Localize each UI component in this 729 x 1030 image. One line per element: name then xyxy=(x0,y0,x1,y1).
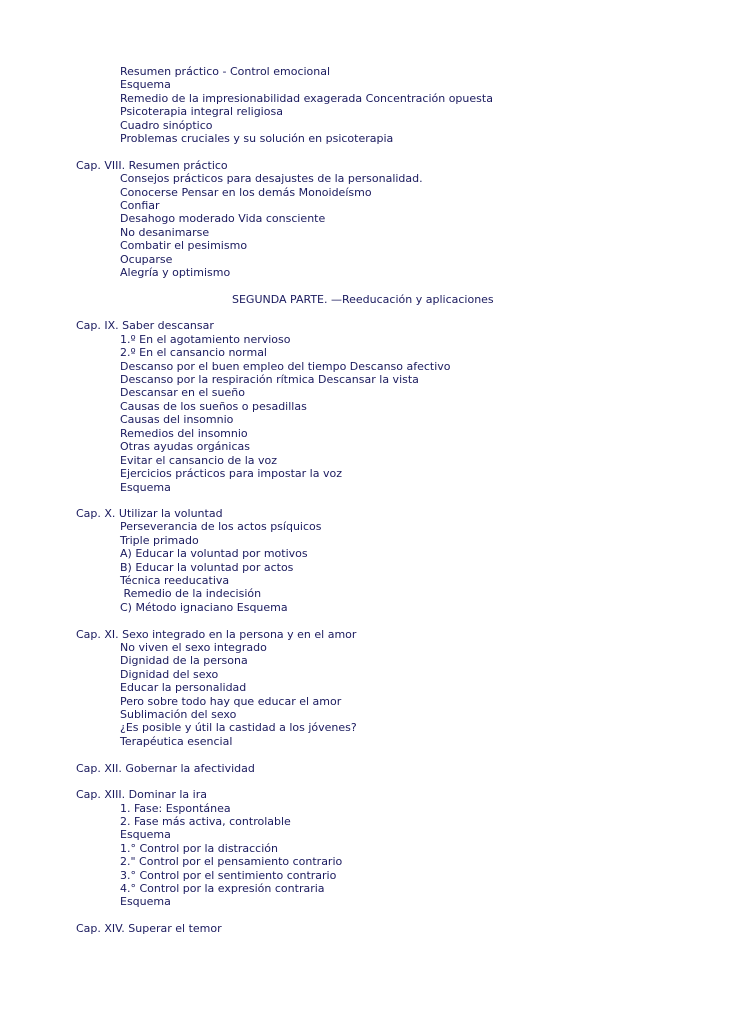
toc-item: Desahogo moderado Vida consciente xyxy=(120,212,326,225)
chapter-title: Cap. XI. Sexo integrado en la persona y en el amor xyxy=(76,628,357,641)
toc-item: Esquema xyxy=(120,78,171,91)
toc-item: Consejos prácticos para desajustes de la personalidad. xyxy=(120,172,423,185)
toc-item: Dignidad de la persona xyxy=(120,654,248,667)
toc-item: Sublimación del sexo xyxy=(120,708,237,721)
toc-item: 4.° Control por la expresión contraria xyxy=(120,882,325,895)
toc-item: 3.° Control por el sentimiento contrario xyxy=(120,869,337,882)
toc-item: Cuadro sinóptico xyxy=(120,119,213,132)
chapter-title: Cap. IX. Saber descansar xyxy=(76,319,214,332)
toc-item: ¿Es posible y útil la castidad a los jóvenes? xyxy=(120,721,357,734)
toc-item: 2." Control por el pensamiento contrario xyxy=(120,855,343,868)
chapter-title: Cap. XIV. Superar el temor xyxy=(76,922,222,935)
toc-item: Alegría y optimismo xyxy=(120,266,231,279)
toc-item: Terapéutica esencial xyxy=(120,735,233,748)
toc-item: 1.° Control por la distracción xyxy=(120,842,278,855)
toc-item: C) Método ignaciano Esquema xyxy=(120,601,288,614)
toc-item: Ocuparse xyxy=(120,253,173,266)
toc-item: Psicoterapia integral religiosa xyxy=(120,105,283,118)
chapter-title: Cap. X. Utilizar la voluntad xyxy=(76,507,223,520)
toc-item: A) Educar la voluntad por motivos xyxy=(120,547,308,560)
toc-item: Causas de los sueños o pesadillas xyxy=(120,400,307,413)
toc-item: Remedio de la impresionabilidad exagerada Concentración opuesta xyxy=(120,92,493,105)
toc-item: No viven el sexo integrado xyxy=(120,641,267,654)
toc-item: Descanso por el buen empleo del tiempo Descanso afectivo xyxy=(120,360,451,373)
toc-item: 2.º En el cansancio normal xyxy=(120,346,267,359)
toc-item: Esquema xyxy=(120,828,171,841)
toc-item: Descanso por la respiración rítmica Descansar la vista xyxy=(120,373,419,386)
chapter-title: Cap. XIII. Dominar la ira xyxy=(76,788,207,801)
toc-item: Resumen práctico - Control emocional xyxy=(120,65,331,78)
toc-item: Esquema xyxy=(120,895,171,908)
toc-item: Otras ayudas orgánicas xyxy=(120,440,250,453)
toc-item: Remedios del insomnio xyxy=(120,427,248,440)
toc-item: B) Educar la voluntad por actos xyxy=(120,561,294,574)
toc-item: Causas del insomnio xyxy=(120,413,234,426)
toc-item: Problemas cruciales y su solución en psicoterapia xyxy=(120,132,394,145)
toc-item: Técnica reeducativa xyxy=(120,574,230,587)
toc-item: Confiar xyxy=(120,199,160,212)
toc-item: Perseverancia de los actos psíquicos xyxy=(120,520,322,533)
toc-item: 1.º En el agotamiento nervioso xyxy=(120,333,291,346)
part-heading: SEGUNDA PARTE. —Reeducación y aplicaciones xyxy=(232,293,494,306)
toc-item: 1. Fase: Espontánea xyxy=(120,802,231,815)
toc-item: No desanimarse xyxy=(120,226,210,239)
chapter-title: Cap. XII. Gobernar la afectividad xyxy=(76,762,255,775)
toc-item: Pero sobre todo hay que educar el amor xyxy=(120,695,342,708)
toc-item: Educar la personalidad xyxy=(120,681,247,694)
chapter-title: Cap. VIII. Resumen práctico xyxy=(76,159,228,172)
toc-item: Triple primado xyxy=(120,534,199,547)
toc-item: Ejercicios prácticos para impostar la voz xyxy=(120,467,342,480)
toc-item: Esquema xyxy=(120,481,171,494)
toc-item: Descansar en el sueño xyxy=(120,386,245,399)
toc-item: Dignidad del sexo xyxy=(120,668,219,681)
toc-item: Combatir el pesimismo xyxy=(120,239,248,252)
toc-item: Evitar el cansancio de la voz xyxy=(120,454,277,467)
toc-item: Remedio de la indecisión xyxy=(120,587,262,600)
toc-item: 2. Fase más activa, controlable xyxy=(120,815,291,828)
toc-item: Conocerse Pensar en los demás Monoideísmo xyxy=(120,186,372,199)
